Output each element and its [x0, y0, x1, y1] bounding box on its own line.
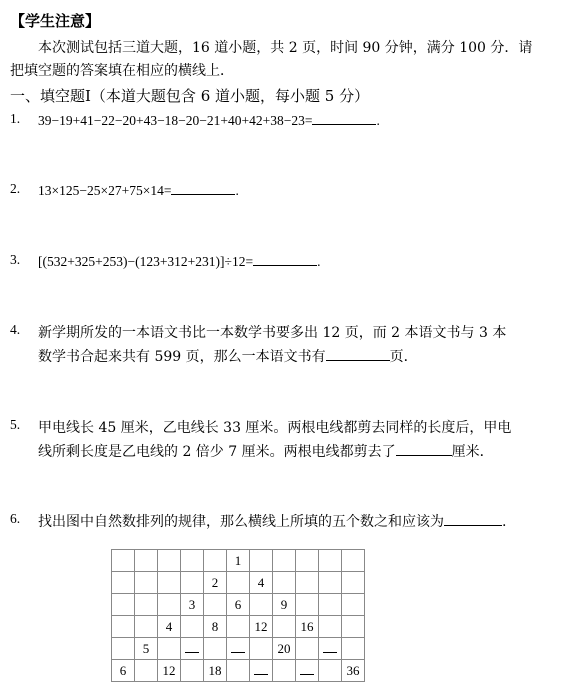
grid-row	[112, 572, 365, 594]
answer-blank-3[interactable]	[253, 252, 317, 266]
grid-cell: 16	[296, 616, 319, 638]
grid-cell	[181, 572, 204, 594]
question-6-tail: .	[502, 514, 507, 530]
grid-cell	[204, 594, 227, 616]
grid-cell	[227, 660, 250, 682]
question-6-number: 6.	[10, 511, 21, 526]
question-1-number: 1.	[10, 111, 21, 126]
grid-cell: 8	[204, 616, 227, 638]
section-title: 一、填空题Ⅰ（本道大题包含 6 道小题，每小题 5 分）	[10, 87, 370, 105]
answer-blank-5[interactable]	[396, 442, 452, 456]
grid-cell	[112, 638, 135, 660]
answer-blank-4[interactable]	[326, 347, 390, 361]
question-4-tail: 页．	[389, 349, 418, 365]
grid-cell	[250, 550, 273, 572]
grid-cell	[158, 550, 181, 572]
grid-cell	[319, 616, 342, 638]
question-3-tail: .	[317, 254, 321, 269]
question-6-text: 找出图中自然数排列的规律，那么横线上所填的五个数之和应该为	[38, 514, 444, 530]
grid-cell	[181, 550, 204, 572]
grid-cell	[296, 594, 319, 616]
question-2-text: 13×125−25×27+75×14=	[38, 183, 172, 198]
grid-row	[112, 594, 365, 616]
answer-blank-1[interactable]	[312, 111, 376, 125]
grid-cell	[342, 638, 365, 660]
grid-cell: 6	[227, 594, 250, 616]
grid-cell: 4	[250, 572, 273, 594]
question-2-number: 2.	[10, 181, 21, 196]
grid-cell: 6	[112, 660, 135, 682]
grid-cell	[342, 550, 365, 572]
grid-cell	[319, 550, 342, 572]
grid-blank-cell[interactable]	[181, 638, 204, 660]
grid-cell: 18	[204, 660, 227, 682]
grid-cell	[319, 660, 342, 682]
grid-cell	[135, 594, 158, 616]
grid-cell: 12	[158, 660, 181, 682]
grid-cell: 4	[158, 616, 181, 638]
question-5-line-2	[38, 441, 494, 461]
grid-blank-cell[interactable]	[296, 660, 319, 682]
question-1-text: 39−19+41−22−20+43−18−20−21+40+42+38−23=	[38, 113, 313, 128]
question-1	[38, 111, 380, 129]
grid-cell	[135, 550, 158, 572]
question-2-tail: .	[235, 183, 239, 198]
grid-cell	[319, 572, 342, 594]
notice-title: 【学生注意】	[10, 12, 101, 30]
answer-blank-2[interactable]	[171, 181, 235, 195]
grid-blank-line[interactable]	[300, 664, 314, 675]
grid-blank-cell[interactable]	[319, 638, 342, 660]
grid-cell	[273, 660, 296, 682]
question-5-text: 线所剩长度是乙电线的 2 倍少 7 厘米。两根电线都剪去了	[38, 444, 396, 460]
grid-cell	[181, 616, 204, 638]
grid-row	[112, 616, 365, 638]
grid-cell: 36	[342, 660, 365, 682]
grid-cell	[296, 572, 319, 594]
question-2	[38, 181, 239, 199]
question-4-line-2	[38, 346, 418, 366]
grid-cell: 1	[227, 550, 250, 572]
grid-blank-line[interactable]	[185, 642, 199, 653]
notice-line-2: 把填空题的答案填在相应的横线上．	[10, 63, 234, 79]
grid-cell	[273, 572, 296, 594]
grid-row	[112, 638, 365, 660]
grid-cell: 3	[181, 594, 204, 616]
grid-cell	[250, 638, 273, 660]
grid-cell	[342, 594, 365, 616]
question-5-line-1: 甲电线长 45 厘米，乙电线长 33 厘米。两根电线都剪去同样的长度后，甲电	[38, 420, 512, 436]
number-pattern-grid	[111, 549, 365, 682]
grid-cell	[296, 550, 319, 572]
question-5-tail: 厘米．	[451, 444, 494, 460]
question-3-text: [(532+325+253)−(123+312+231)]÷12=	[38, 254, 254, 269]
grid-cell: 9	[273, 594, 296, 616]
grid-cell	[342, 572, 365, 594]
grid-cell	[319, 594, 342, 616]
grid-cell	[273, 550, 296, 572]
grid-row	[112, 550, 365, 572]
grid-cell	[204, 550, 227, 572]
grid-cell	[135, 572, 158, 594]
grid-cell	[112, 616, 135, 638]
grid-cell	[342, 616, 365, 638]
grid-cell	[112, 594, 135, 616]
grid-cell	[250, 594, 273, 616]
grid-cell	[135, 616, 158, 638]
grid-cell	[227, 572, 250, 594]
grid-blank-line[interactable]	[231, 642, 245, 653]
grid-cell	[296, 638, 319, 660]
grid-cell	[227, 616, 250, 638]
question-5-number: 5.	[10, 417, 21, 432]
grid-cell	[158, 638, 181, 660]
question-3	[38, 252, 320, 270]
grid-cell: 5	[135, 638, 158, 660]
grid-cell	[135, 660, 158, 682]
question-4-text: 数学书合起来共有 599 页，那么一本语文书有	[38, 349, 326, 365]
grid-cell	[181, 660, 204, 682]
grid-cell	[273, 616, 296, 638]
grid-cell: 2	[204, 572, 227, 594]
grid-blank-cell[interactable]	[227, 638, 250, 660]
notice-line-1: 本次测试包括三道大题，16 道小题，共 2 页，时间 90 分钟，满分 100 分．请	[38, 40, 533, 56]
grid-cell: 20	[273, 638, 296, 660]
question-4-line-1: 新学期所发的一本语文书比一本数学书要多出 12 页，而 2 本语文书与 3 本	[38, 325, 507, 341]
grid-cell	[204, 638, 227, 660]
grid-cell: 12	[250, 616, 273, 638]
question-6	[38, 511, 506, 531]
grid-cell	[158, 594, 181, 616]
grid-blank-line[interactable]	[323, 642, 337, 653]
answer-blank-6[interactable]	[444, 512, 502, 526]
grid-blank-cell[interactable]	[250, 660, 273, 682]
grid-cell	[158, 572, 181, 594]
grid-row	[112, 660, 365, 682]
question-4-number: 4.	[10, 322, 21, 337]
grid-blank-line[interactable]	[254, 664, 268, 675]
question-3-number: 3.	[10, 252, 21, 267]
question-1-tail: .	[376, 113, 380, 128]
grid-cell	[112, 550, 135, 572]
grid-cell	[112, 572, 135, 594]
